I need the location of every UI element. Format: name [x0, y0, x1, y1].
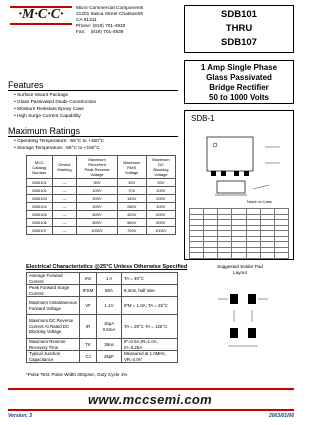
footer-top-rule	[8, 388, 294, 390]
company-address	[76, 6, 181, 36]
table-row: SDB103 --- 200V 140V 200V	[27, 195, 176, 203]
header-dc-blocking: Maximum DC Blocking Voltage	[146, 156, 175, 179]
description-box	[184, 60, 294, 104]
features-title: Features	[8, 80, 44, 90]
solder-pad-subtitle: Layout	[233, 270, 247, 275]
phone: Phone: (818) 701-4933	[76, 24, 126, 29]
features-rule	[8, 90, 178, 91]
temperature-item: • Storage Temperature: -55°C to +150°C	[14, 146, 100, 151]
part-number-thru: THRU	[225, 23, 253, 34]
table-row: Maximum Instantaneous Forward Voltage VF 1.1V IFM = 1.0A; TA = 25°C	[27, 297, 178, 315]
footnote: *Pulse Test: Pulse Width 300μsec, Duty Cycle 1%	[26, 372, 128, 377]
table-row: Maximum Reverse Recovery Time Trr 35ns IF=0.5A,IR=1.0A, Irr=0.25A	[27, 339, 178, 351]
footer-url[interactable]: www.mccsemi.com	[88, 392, 212, 407]
company-name: Micro Commercial Components	[76, 6, 144, 11]
table-header-row	[27, 156, 176, 179]
version-label: Version: 3	[8, 413, 32, 419]
header-marking: Device Marking	[52, 156, 77, 179]
date-label: 2003/01/06	[268, 413, 294, 419]
footer-bottom-rule	[8, 409, 294, 411]
table-row: SDB102 --- 100V 70V 100V	[27, 187, 176, 195]
temperature-item: • Operating Temperature: -55°C to +150°C	[14, 139, 105, 144]
header-peak-reverse: Maximum Recurrent Peak Reverse Voltage	[77, 156, 117, 179]
electrical-table	[26, 272, 178, 363]
fax: Fax: (818) 701-4939	[76, 30, 124, 35]
address-line-2: CA 91311	[76, 18, 97, 23]
logo-text: ·M·C·C·	[18, 7, 64, 22]
part-number-box	[184, 5, 294, 53]
table-row: SDB101 --- 50V 35V 50V	[27, 179, 176, 187]
max-ratings-table	[26, 155, 176, 235]
part-number-last: SDB107	[221, 37, 257, 48]
logo-bottom-rule	[10, 23, 72, 25]
description-line: 50 to 1000 Volts	[209, 93, 269, 102]
description-line: Glass Passivated	[206, 73, 272, 82]
table-row: SDB107 --- 1000V 700V 1000V	[27, 227, 176, 235]
features-list	[14, 92, 179, 120]
header-catalog: MCC Catalog Number	[27, 156, 53, 179]
description-line: Bridge Rectifier	[209, 83, 269, 92]
max-ratings-rule	[8, 136, 178, 137]
solder-pad-caption	[190, 264, 290, 276]
feature-item: • High Surge Current Capability	[14, 114, 81, 119]
temperature-list	[14, 138, 179, 152]
table-row: Peak Forward Surge Current IFSM 50A 8.3ms, half sine	[27, 285, 178, 297]
feature-item: • Glass Passivated Diode Construction	[14, 100, 97, 105]
solder-pad-drawing	[200, 280, 286, 360]
table-row: SDB105 --- 600V 420V 600V	[27, 211, 176, 219]
table-row: Typical Junction Capacitance CJ 25pF Measured at 1.0MHz, VR=4.0V	[27, 351, 178, 363]
electrical-title: Electrical Characteristics @25°C Unless Otherwise Specified	[26, 264, 188, 270]
table-row: SDB104 --- 400V 280V 400V	[27, 203, 176, 211]
part-number-first: SDB101	[221, 9, 257, 20]
header-rms: Maximum RMS Voltage	[117, 156, 146, 179]
table-row: Average Forward Current IAV 1 A TA = 40°C	[27, 273, 178, 285]
solder-pad-title: Suggested Solder Pad	[217, 264, 263, 269]
feature-item: • Moisture Resistant Epoxy Case	[14, 107, 84, 112]
max-ratings-title: Maximum Ratings	[8, 126, 81, 136]
table-row: Maximum DC Reverse Current At Rated DC Blocking Voltage IR 10μA 0.5mA TA = 25°C TA = 125°C	[27, 315, 178, 339]
mcc-logo	[10, 6, 72, 24]
table-row: SDB106 --- 800V 560V 800V	[27, 219, 176, 227]
dimension-table	[189, 208, 289, 259]
package-title: SDB-1	[191, 114, 215, 123]
package-panel	[184, 110, 294, 260]
feature-item: • Surface Mount Package	[14, 93, 69, 98]
address-line-1: 21201 Itasca Street Chatsworth	[76, 12, 144, 17]
notch-label: Notch is Case	[247, 199, 272, 204]
description-line: 1 Amp Single Phase	[200, 63, 278, 72]
